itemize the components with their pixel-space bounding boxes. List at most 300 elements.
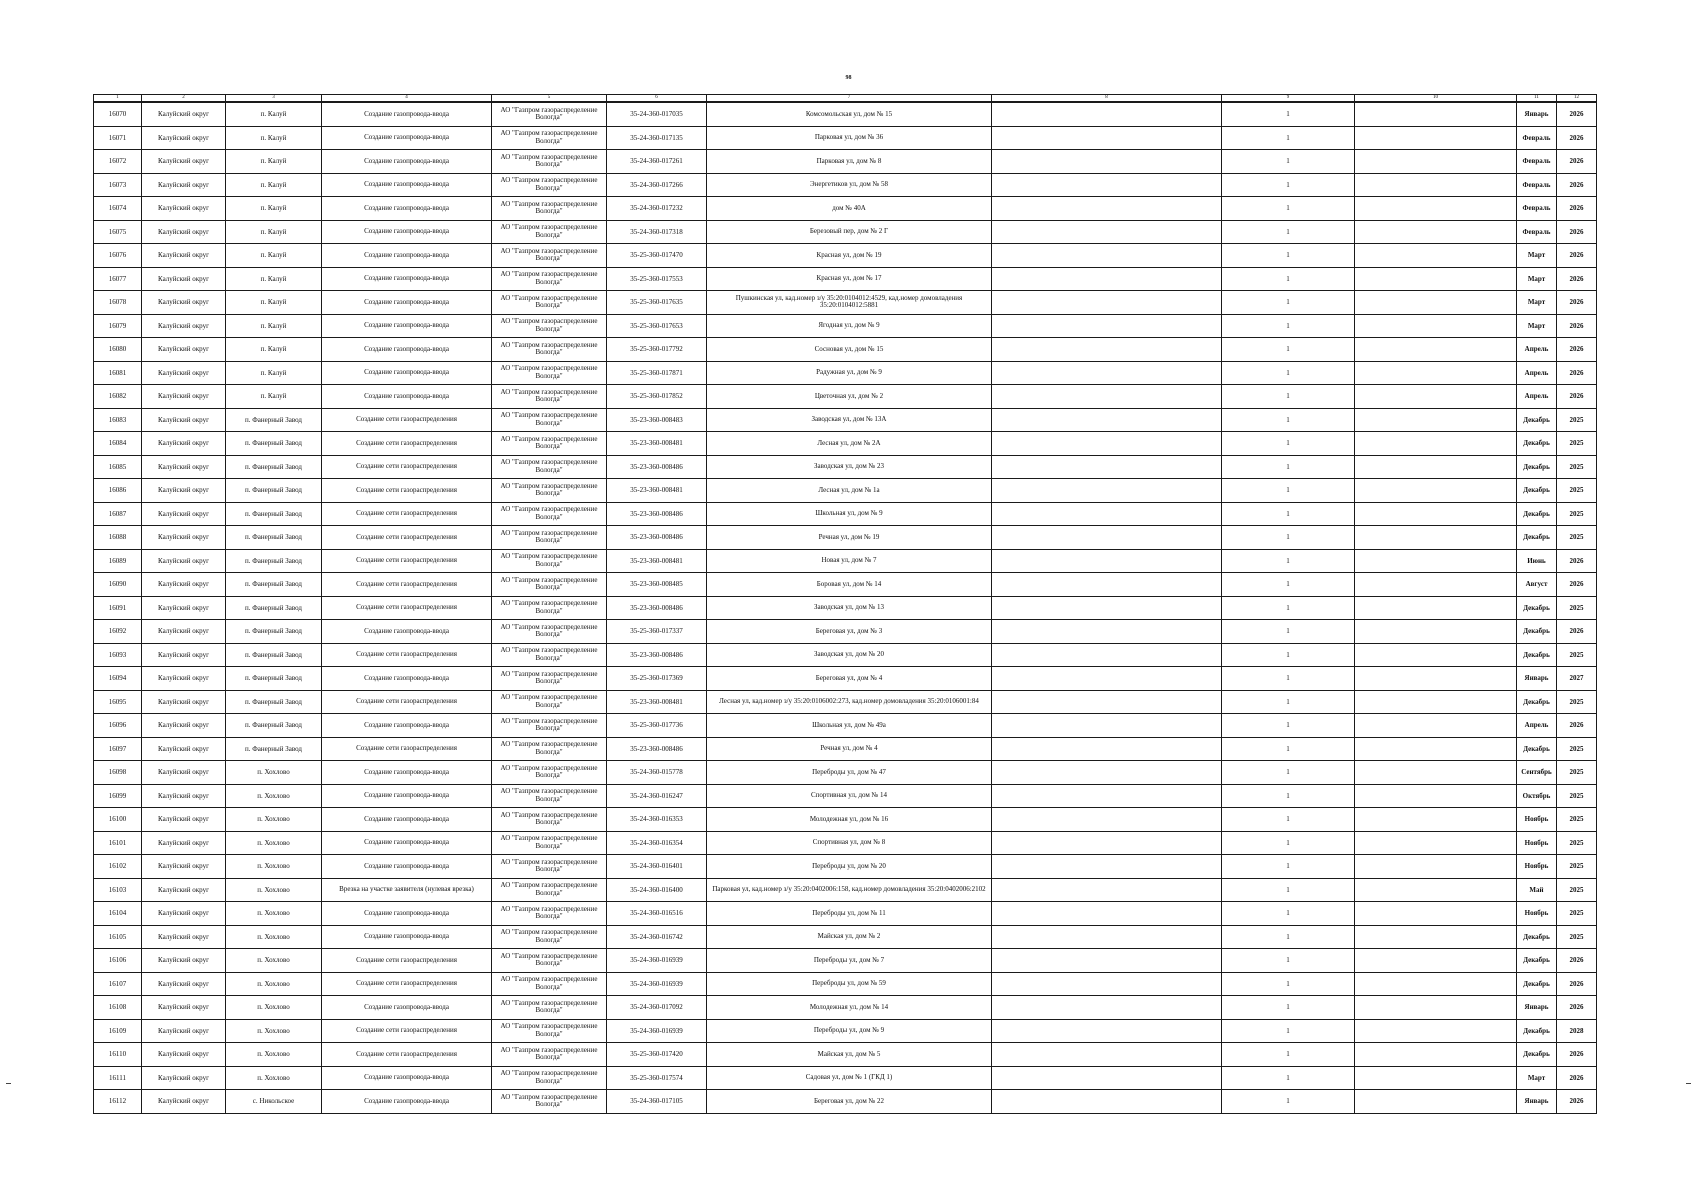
- year-cell: 2026: [1557, 314, 1597, 338]
- district-cell: Калуйский округ: [142, 150, 226, 174]
- column-8-cell: [992, 737, 1222, 761]
- column-8-cell: [992, 455, 1222, 479]
- work-type-cell: Создание сети газораспределения: [322, 1019, 492, 1043]
- district-cell: Калуйский округ: [142, 244, 226, 268]
- organization-cell: АО "Газпром газораспределение Вологда": [492, 831, 607, 855]
- settlement-cell: п. Калуй: [226, 291, 322, 315]
- row-number-cell: 16103: [94, 878, 142, 902]
- organization-cell: АО "Газпром газораспределение Вологда": [492, 902, 607, 926]
- organization-cell: АО "Газпром газораспределение Вологда": [492, 549, 607, 573]
- column-number: 3: [226, 95, 322, 103]
- month-cell: Февраль: [1517, 220, 1557, 244]
- address-cell: Красная ул, дом № 17: [707, 267, 992, 291]
- organization-cell: АО "Газпром газораспределение Вологда": [492, 855, 607, 879]
- quantity-cell: 1: [1222, 737, 1355, 761]
- district-cell: Калуйский округ: [142, 808, 226, 832]
- table-row: [94, 361, 1597, 385]
- work-type-cell: Создание газопровода-ввода: [322, 314, 492, 338]
- table-row: [94, 267, 1597, 291]
- year-cell: 2025: [1557, 761, 1597, 785]
- work-type-cell: Создание сети газораспределения: [322, 690, 492, 714]
- column-8-cell: [992, 338, 1222, 362]
- month-cell: Март: [1517, 267, 1557, 291]
- column-10-cell: [1355, 1043, 1517, 1067]
- settlement-cell: п. Фанерный Завод: [226, 408, 322, 432]
- table-row: [94, 126, 1597, 150]
- column-10-cell: [1355, 831, 1517, 855]
- row-number-cell: 16094: [94, 667, 142, 691]
- year-cell: 2026: [1557, 1043, 1597, 1067]
- address-cell: Заводская ул, дом № 13А: [707, 408, 992, 432]
- district-cell: Калуйский округ: [142, 925, 226, 949]
- address-cell: Молодежная ул, дом № 14: [707, 996, 992, 1020]
- year-cell: 2026: [1557, 220, 1597, 244]
- table-row: [94, 573, 1597, 597]
- application-code-cell: 35-24-360-017135: [607, 126, 707, 150]
- quantity-cell: 1: [1222, 244, 1355, 268]
- settlement-cell: п. Фанерный Завод: [226, 620, 322, 644]
- work-type-cell: Создание сети газораспределения: [322, 432, 492, 456]
- organization-cell: АО "Газпром газораспределение Вологда": [492, 126, 607, 150]
- table-row: [94, 408, 1597, 432]
- column-8-cell: [992, 126, 1222, 150]
- address-cell: Береговая ул, дом № 22: [707, 1090, 992, 1114]
- address-cell: Лесная ул, дом № 2А: [707, 432, 992, 456]
- table-row: [94, 1043, 1597, 1067]
- organization-cell: АО "Газпром газораспределение Вологда": [492, 502, 607, 526]
- column-8-cell: [992, 197, 1222, 221]
- row-number-cell: 16092: [94, 620, 142, 644]
- table-row: [94, 714, 1597, 738]
- column-10-cell: [1355, 925, 1517, 949]
- year-cell: 2025: [1557, 784, 1597, 808]
- row-number-cell: 16086: [94, 479, 142, 503]
- quantity-cell: 1: [1222, 855, 1355, 879]
- work-type-cell: Создание газопровода-ввода: [322, 220, 492, 244]
- application-code-cell: 35-23-360-008486: [607, 643, 707, 667]
- column-8-cell: [992, 1066, 1222, 1090]
- year-cell: 2025: [1557, 902, 1597, 926]
- row-number-cell: 16078: [94, 291, 142, 315]
- column-8-cell: [992, 667, 1222, 691]
- organization-cell: АО "Газпром газораспределение Вологда": [492, 408, 607, 432]
- work-type-cell: Создание газопровода-ввода: [322, 996, 492, 1020]
- table-row: [94, 784, 1597, 808]
- table-row: [94, 972, 1597, 996]
- work-type-cell: Создание газопровода-ввода: [322, 761, 492, 785]
- settlement-cell: п. Калуй: [226, 102, 322, 126]
- column-10-cell: [1355, 784, 1517, 808]
- column-8-cell: [992, 385, 1222, 409]
- row-number-cell: 16099: [94, 784, 142, 808]
- settlement-cell: п. Калуй: [226, 197, 322, 221]
- row-number-cell: 16101: [94, 831, 142, 855]
- address-cell: Молодежная ул, дом № 16: [707, 808, 992, 832]
- work-type-cell: Создание газопровода-ввода: [322, 291, 492, 315]
- column-10-cell: [1355, 714, 1517, 738]
- quantity-cell: 1: [1222, 432, 1355, 456]
- district-cell: Калуйский округ: [142, 878, 226, 902]
- application-code-cell: 35-25-360-017337: [607, 620, 707, 644]
- work-type-cell: Создание сети газораспределения: [322, 479, 492, 503]
- address-cell: Школьная ул, дом № 49а: [707, 714, 992, 738]
- month-cell: Ноябрь: [1517, 902, 1557, 926]
- address-cell: Переброды ул, дом № 20: [707, 855, 992, 879]
- month-cell: Январь: [1517, 667, 1557, 691]
- application-code-cell: 35-24-360-016939: [607, 1019, 707, 1043]
- application-code-cell: 35-23-360-008481: [607, 432, 707, 456]
- work-type-cell: Создание сети газораспределения: [322, 573, 492, 597]
- month-cell: Сентябрь: [1517, 761, 1557, 785]
- settlement-cell: п. Хохлово: [226, 925, 322, 949]
- row-number-cell: 16108: [94, 996, 142, 1020]
- application-code-cell: 35-25-360-017470: [607, 244, 707, 268]
- work-type-cell: Создание газопровода-ввода: [322, 925, 492, 949]
- month-cell: Декабрь: [1517, 925, 1557, 949]
- organization-cell: АО "Газпром газораспределение Вологда": [492, 737, 607, 761]
- column-8-cell: [992, 173, 1222, 197]
- column-10-cell: [1355, 878, 1517, 902]
- year-cell: 2025: [1557, 408, 1597, 432]
- application-code-cell: 35-23-360-008485: [607, 573, 707, 597]
- application-code-cell: 35-24-360-016939: [607, 949, 707, 973]
- row-number-cell: 16084: [94, 432, 142, 456]
- table-row: [94, 220, 1597, 244]
- quantity-cell: 1: [1222, 1019, 1355, 1043]
- address-cell: Боровая ул, дом № 14: [707, 573, 992, 597]
- application-code-cell: 35-24-360-017105: [607, 1090, 707, 1114]
- district-cell: Калуйский округ: [142, 1043, 226, 1067]
- year-cell: 2026: [1557, 1066, 1597, 1090]
- column-number: 2: [142, 95, 226, 103]
- address-cell: Переброды ул, дом № 47: [707, 761, 992, 785]
- settlement-cell: п. Фанерный Завод: [226, 455, 322, 479]
- district-cell: Калуйский округ: [142, 220, 226, 244]
- year-cell: 2026: [1557, 126, 1597, 150]
- address-cell: Заводская ул, дом № 20: [707, 643, 992, 667]
- table-row: [94, 432, 1597, 456]
- year-cell: 2026: [1557, 150, 1597, 174]
- month-cell: Март: [1517, 244, 1557, 268]
- row-number-cell: 16111: [94, 1066, 142, 1090]
- row-number-cell: 16100: [94, 808, 142, 832]
- month-cell: Март: [1517, 1066, 1557, 1090]
- column-8-cell: [992, 1090, 1222, 1114]
- column-number: 1: [94, 95, 142, 103]
- column-8-cell: [992, 596, 1222, 620]
- address-cell: Парковая ул, дом № 8: [707, 150, 992, 174]
- month-cell: Декабрь: [1517, 1043, 1557, 1067]
- organization-cell: АО "Газпром газораспределение Вологда": [492, 667, 607, 691]
- settlement-cell: п. Хохлово: [226, 784, 322, 808]
- column-8-cell: [992, 220, 1222, 244]
- column-10-cell: [1355, 573, 1517, 597]
- district-cell: Калуйский округ: [142, 1090, 226, 1114]
- work-type-cell: Создание газопровода-ввода: [322, 267, 492, 291]
- year-cell: 2026: [1557, 338, 1597, 362]
- column-number: 11: [1517, 95, 1557, 103]
- month-cell: Август: [1517, 573, 1557, 597]
- month-cell: Июнь: [1517, 549, 1557, 573]
- settlement-cell: п. Фанерный Завод: [226, 643, 322, 667]
- row-number-cell: 16104: [94, 902, 142, 926]
- address-cell: дом № 40А: [707, 197, 992, 221]
- organization-cell: АО "Газпром газораспределение Вологда": [492, 1090, 607, 1114]
- column-10-cell: [1355, 408, 1517, 432]
- work-type-cell: Создание газопровода-ввода: [322, 620, 492, 644]
- work-type-cell: Создание сети газораспределения: [322, 949, 492, 973]
- settlement-cell: с. Никольское: [226, 1090, 322, 1114]
- district-cell: Калуйский округ: [142, 432, 226, 456]
- work-type-cell: Создание газопровода-ввода: [322, 902, 492, 926]
- month-cell: Декабрь: [1517, 620, 1557, 644]
- year-cell: 2026: [1557, 1090, 1597, 1114]
- settlement-cell: п. Хохлово: [226, 808, 322, 832]
- month-cell: Февраль: [1517, 173, 1557, 197]
- address-cell: Майская ул, дом № 2: [707, 925, 992, 949]
- address-cell: Переброды ул, дом № 59: [707, 972, 992, 996]
- address-cell: Парковая ул, кад.номер з/у 35:20:0402006:158, кад.номер домовладения 35:20:0402006:2102: [707, 878, 992, 902]
- organization-cell: АО "Газпром газораспределение Вологда": [492, 808, 607, 832]
- application-code-cell: 35-24-360-017261: [607, 150, 707, 174]
- year-cell: 2028: [1557, 1019, 1597, 1043]
- district-cell: Калуйский округ: [142, 737, 226, 761]
- column-10-cell: [1355, 267, 1517, 291]
- address-cell: Спортивная ул, дом № 8: [707, 831, 992, 855]
- organization-cell: АО "Газпром газораспределение Вологда": [492, 291, 607, 315]
- application-code-cell: 35-23-360-008486: [607, 502, 707, 526]
- table-row: [94, 620, 1597, 644]
- quantity-cell: 1: [1222, 596, 1355, 620]
- work-type-cell: Создание газопровода-ввода: [322, 102, 492, 126]
- application-code-cell: 35-24-360-016353: [607, 808, 707, 832]
- settlement-cell: п. Калуй: [226, 150, 322, 174]
- column-8-cell: [992, 972, 1222, 996]
- quantity-cell: 1: [1222, 808, 1355, 832]
- column-8-cell: [992, 855, 1222, 879]
- application-code-cell: 35-25-360-017635: [607, 291, 707, 315]
- address-cell: Речная ул, дом № 19: [707, 526, 992, 550]
- settlement-cell: п. Фанерный Завод: [226, 526, 322, 550]
- district-cell: Калуйский округ: [142, 620, 226, 644]
- application-code-cell: 35-24-360-017232: [607, 197, 707, 221]
- application-code-cell: 35-25-360-017369: [607, 667, 707, 691]
- application-code-cell: 35-24-360-015778: [607, 761, 707, 785]
- column-number: 9: [1222, 95, 1355, 103]
- month-cell: Декабрь: [1517, 526, 1557, 550]
- settlement-cell: п. Фанерный Завод: [226, 667, 322, 691]
- table-row: [94, 1066, 1597, 1090]
- row-number-cell: 16097: [94, 737, 142, 761]
- work-type-cell: Создание газопровода-ввода: [322, 1066, 492, 1090]
- address-cell: Ягодная ул, дом № 9: [707, 314, 992, 338]
- column-number: 12: [1557, 95, 1597, 103]
- quantity-cell: 1: [1222, 173, 1355, 197]
- address-cell: Комсомольская ул, дом № 15: [707, 102, 992, 126]
- application-code-cell: 35-25-360-017420: [607, 1043, 707, 1067]
- month-cell: Апрель: [1517, 338, 1557, 362]
- settlement-cell: п. Фанерный Завод: [226, 573, 322, 597]
- district-cell: Калуйский округ: [142, 102, 226, 126]
- organization-cell: АО "Газпром газораспределение Вологда": [492, 972, 607, 996]
- table-row: [94, 150, 1597, 174]
- year-cell: 2025: [1557, 643, 1597, 667]
- district-cell: Калуйский округ: [142, 173, 226, 197]
- district-cell: Калуйский округ: [142, 408, 226, 432]
- column-10-cell: [1355, 432, 1517, 456]
- column-8-cell: [992, 784, 1222, 808]
- quantity-cell: 1: [1222, 150, 1355, 174]
- quantity-cell: 1: [1222, 643, 1355, 667]
- work-type-cell: Создание сети газораспределения: [322, 502, 492, 526]
- quantity-cell: 1: [1222, 996, 1355, 1020]
- district-cell: Калуйский округ: [142, 643, 226, 667]
- organization-cell: АО "Газпром газораспределение Вологда": [492, 338, 607, 362]
- work-type-cell: Создание сети газораспределения: [322, 737, 492, 761]
- address-cell: Сосновая ул, дом № 15: [707, 338, 992, 362]
- column-8-cell: [992, 479, 1222, 503]
- row-number-cell: 16095: [94, 690, 142, 714]
- column-8-cell: [992, 925, 1222, 949]
- application-code-cell: 35-24-360-017035: [607, 102, 707, 126]
- district-cell: Калуйский округ: [142, 761, 226, 785]
- address-cell: Лесная ул, дом № 1а: [707, 479, 992, 503]
- month-cell: Декабрь: [1517, 737, 1557, 761]
- year-cell: 2025: [1557, 878, 1597, 902]
- settlement-cell: п. Хохлово: [226, 831, 322, 855]
- settlement-cell: п. Калуй: [226, 244, 322, 268]
- year-cell: 2026: [1557, 949, 1597, 973]
- table-row: [94, 596, 1597, 620]
- work-type-cell: Создание газопровода-ввода: [322, 197, 492, 221]
- settlement-cell: п. Калуй: [226, 338, 322, 362]
- column-8-cell: [992, 1019, 1222, 1043]
- table-row: [94, 831, 1597, 855]
- year-cell: 2027: [1557, 667, 1597, 691]
- column-number: 4: [322, 95, 492, 103]
- table-row: [94, 1019, 1597, 1043]
- column-10-cell: [1355, 502, 1517, 526]
- month-cell: Декабрь: [1517, 596, 1557, 620]
- column-10-cell: [1355, 102, 1517, 126]
- work-type-cell: Врезка на участке заявителя (нулевая врезка): [322, 878, 492, 902]
- column-number: 10: [1355, 95, 1517, 103]
- organization-cell: АО "Газпром газораспределение Вологда": [492, 573, 607, 597]
- month-cell: Январь: [1517, 102, 1557, 126]
- work-type-cell: Создание сети газораспределения: [322, 972, 492, 996]
- year-cell: 2025: [1557, 855, 1597, 879]
- quantity-cell: 1: [1222, 102, 1355, 126]
- settlement-cell: п. Хохлово: [226, 996, 322, 1020]
- application-code-cell: 35-25-360-017653: [607, 314, 707, 338]
- column-10-cell: [1355, 855, 1517, 879]
- row-number-cell: 16083: [94, 408, 142, 432]
- district-cell: Калуйский округ: [142, 949, 226, 973]
- row-number-cell: 16090: [94, 573, 142, 597]
- month-cell: Ноябрь: [1517, 808, 1557, 832]
- quantity-cell: 1: [1222, 126, 1355, 150]
- year-cell: 2026: [1557, 972, 1597, 996]
- table-row: [94, 173, 1597, 197]
- address-cell: Парковая ул, дом № 36: [707, 126, 992, 150]
- table-row: [94, 102, 1597, 126]
- organization-cell: АО "Газпром газораспределение Вологда": [492, 596, 607, 620]
- district-cell: Калуйский округ: [142, 831, 226, 855]
- table-row: [94, 855, 1597, 879]
- column-10-cell: [1355, 972, 1517, 996]
- district-cell: Калуйский округ: [142, 573, 226, 597]
- month-cell: Декабрь: [1517, 432, 1557, 456]
- quantity-cell: 1: [1222, 690, 1355, 714]
- work-type-cell: Создание газопровода-ввода: [322, 784, 492, 808]
- address-cell: Переброды ул, дом № 11: [707, 902, 992, 926]
- table-row: [94, 338, 1597, 362]
- quantity-cell: 1: [1222, 291, 1355, 315]
- year-cell: 2026: [1557, 173, 1597, 197]
- column-8-cell: [992, 902, 1222, 926]
- application-code-cell: 35-23-360-008483: [607, 408, 707, 432]
- row-number-cell: 16112: [94, 1090, 142, 1114]
- year-cell: 2026: [1557, 102, 1597, 126]
- table-row: [94, 385, 1597, 409]
- table-row: [94, 549, 1597, 573]
- work-type-cell: Создание газопровода-ввода: [322, 831, 492, 855]
- register-table: [93, 94, 1597, 1114]
- column-10-cell: [1355, 385, 1517, 409]
- page-number: 98: [845, 75, 852, 81]
- column-10-cell: [1355, 949, 1517, 973]
- work-type-cell: Создание газопровода-ввода: [322, 150, 492, 174]
- year-cell: 2025: [1557, 479, 1597, 503]
- work-type-cell: Создание сети газораспределения: [322, 408, 492, 432]
- row-number-cell: 16074: [94, 197, 142, 221]
- application-code-cell: 35-25-360-017871: [607, 361, 707, 385]
- column-10-cell: [1355, 455, 1517, 479]
- organization-cell: АО "Газпром газораспределение Вологда": [492, 267, 607, 291]
- work-type-cell: Создание газопровода-ввода: [322, 1090, 492, 1114]
- district-cell: Калуйский округ: [142, 314, 226, 338]
- district-cell: Калуйский округ: [142, 502, 226, 526]
- organization-cell: АО "Газпром газораспределение Вологда": [492, 949, 607, 973]
- quantity-cell: 1: [1222, 972, 1355, 996]
- application-code-cell: 35-24-360-016939: [607, 972, 707, 996]
- work-type-cell: Создание газопровода-ввода: [322, 855, 492, 879]
- settlement-cell: п. Хохлово: [226, 1019, 322, 1043]
- column-10-cell: [1355, 526, 1517, 550]
- work-type-cell: Создание сети газораспределения: [322, 455, 492, 479]
- settlement-cell: п. Фанерный Завод: [226, 737, 322, 761]
- settlement-cell: п. Фанерный Завод: [226, 479, 322, 503]
- table-row: [94, 643, 1597, 667]
- column-8-cell: [992, 526, 1222, 550]
- application-code-cell: 35-23-360-008486: [607, 596, 707, 620]
- quantity-cell: 1: [1222, 338, 1355, 362]
- organization-cell: АО "Газпром газораспределение Вологда": [492, 220, 607, 244]
- organization-cell: АО "Газпром газораспределение Вологда": [492, 620, 607, 644]
- month-cell: Декабрь: [1517, 949, 1557, 973]
- column-8-cell: [992, 643, 1222, 667]
- quantity-cell: 1: [1222, 385, 1355, 409]
- column-10-cell: [1355, 549, 1517, 573]
- column-number: 8: [992, 95, 1222, 103]
- column-number-row: [94, 95, 1597, 103]
- table-row: [94, 902, 1597, 926]
- row-number-cell: 16096: [94, 714, 142, 738]
- application-code-cell: 35-23-360-008486: [607, 737, 707, 761]
- column-number: 6: [607, 95, 707, 103]
- table-row: [94, 996, 1597, 1020]
- month-cell: Декабрь: [1517, 479, 1557, 503]
